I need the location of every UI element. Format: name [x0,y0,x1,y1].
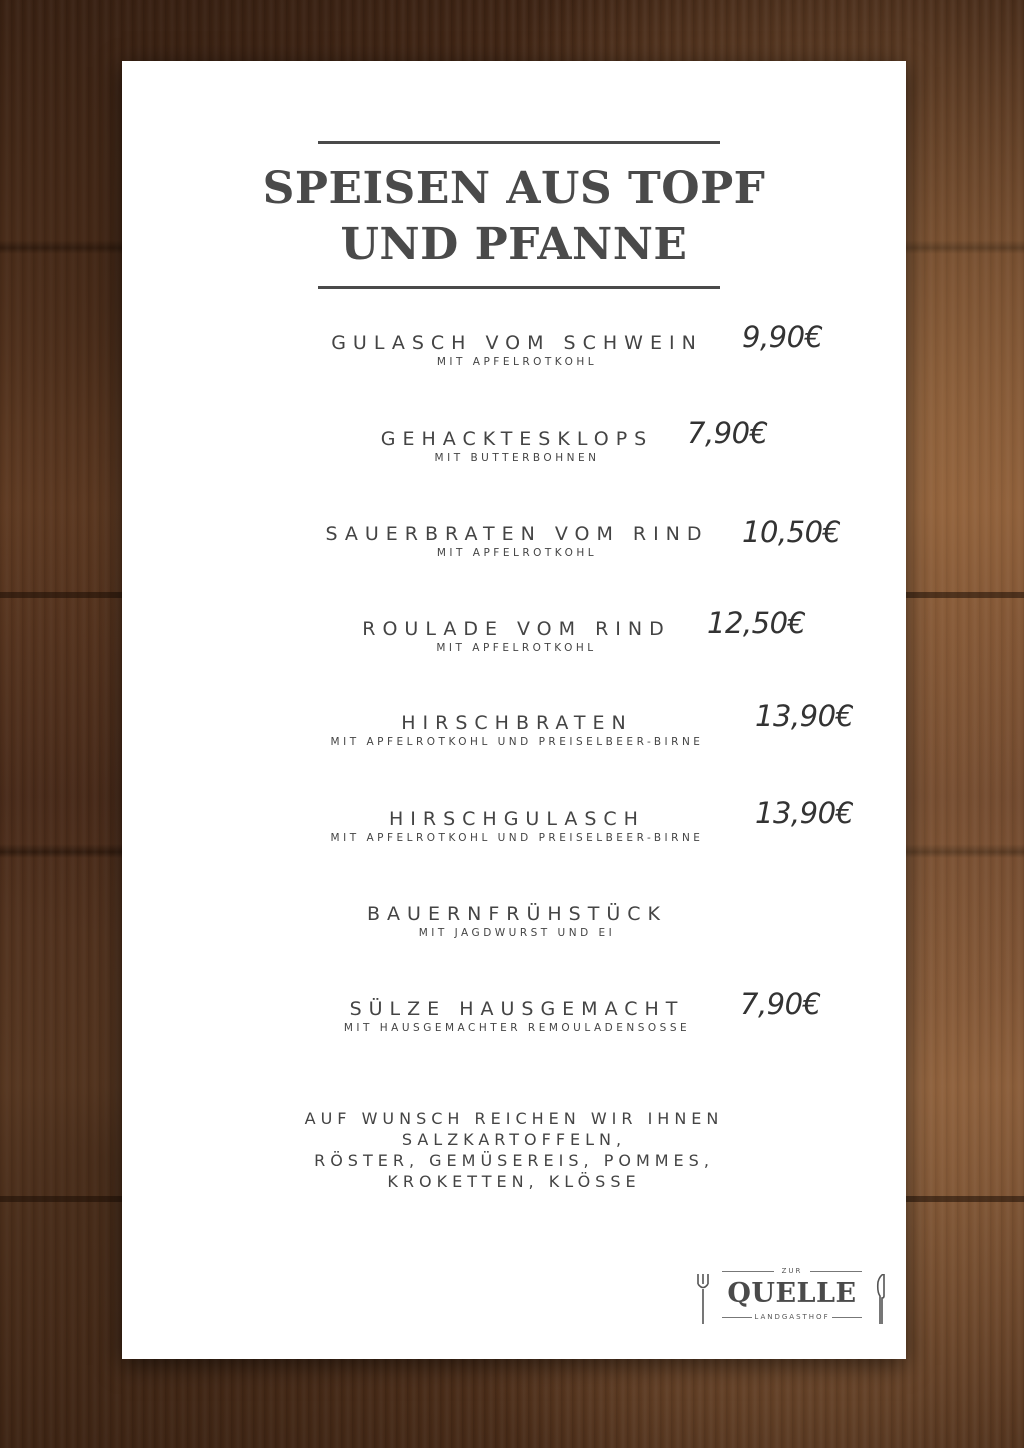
note-line: AUF WUNSCH REICHEN WIR IHNEN [304,1109,724,1128]
note-line: RÖSTER, GEMÜSEREIS, POMMES, [314,1151,714,1170]
menu-item-name: GEHACKTESKLOPS [380,428,654,450]
note-line: KROKETTEN, KLÖSSE [387,1172,641,1191]
menu-item-price: 10,50€ [742,515,841,549]
menu-item-description: MIT APFELROTKOHL [436,356,598,368]
title-rule-bottom [318,286,720,289]
logo-subtitle: LANDGASTHOF [754,1313,830,1321]
menu-item-name: SAUERBRATEN VOM RIND [325,523,709,545]
menu-item-name: BAUERNFRÜHSTÜCK [367,903,667,925]
menu-item-name: HIRSCHGULASCH [389,808,645,830]
side-dish-note [122,1108,906,1192]
menu-item-description: MIT HAUSGEMACHTER REMOULADENSOSSE [343,1022,691,1034]
menu-card [122,61,906,1359]
menu-item-name: HIRSCHBRATEN [401,712,633,734]
menu-title-line-2: UND PFANNE [340,219,688,270]
logo-name: QUELLE [727,1278,857,1309]
menu-item-price: 12,50€ [707,606,806,640]
menu-item-price: 13,90€ [755,699,854,733]
knife-icon [876,1274,888,1324]
menu-item-description: MIT JAGDWURST UND EI [418,927,616,939]
menu-item-description: MIT BUTTERBOHNEN [434,452,600,464]
menu-item-price: 7,90€ [687,416,768,450]
menu-item-description: MIT APFELROTKOHL [436,547,598,559]
title-rule-top [318,141,720,144]
menu-item-price: 13,90€ [755,796,854,830]
menu-item-price: 7,90€ [740,987,821,1021]
logo-rule-top-right [810,1271,862,1272]
logo-top-text: ZUR [781,1267,803,1275]
menu-item-description: MIT APFELROTKOHL UND PREISELBEER-BIRNE [330,736,704,748]
menu-item-price: 9,90€ [742,320,823,354]
note-line: SALZKARTOFFELN, [401,1130,627,1149]
menu-title-line-1: SPEISEN AUS TOPF [262,163,766,214]
menu-item-name: GULASCH VOM SCHWEIN [331,332,703,354]
menu-item-name: ROULADE VOM RIND [362,618,671,640]
menu-item-description: MIT APFELROTKOHL UND PREISELBEER-BIRNE [330,832,704,844]
menu-item-description: MIT APFELROTKOHL [436,642,597,654]
menu-item-name: SÜLZE HAUSGEMACHT [349,998,685,1020]
logo-rule-bottom-right [832,1317,862,1318]
restaurant-logo [692,1257,892,1339]
